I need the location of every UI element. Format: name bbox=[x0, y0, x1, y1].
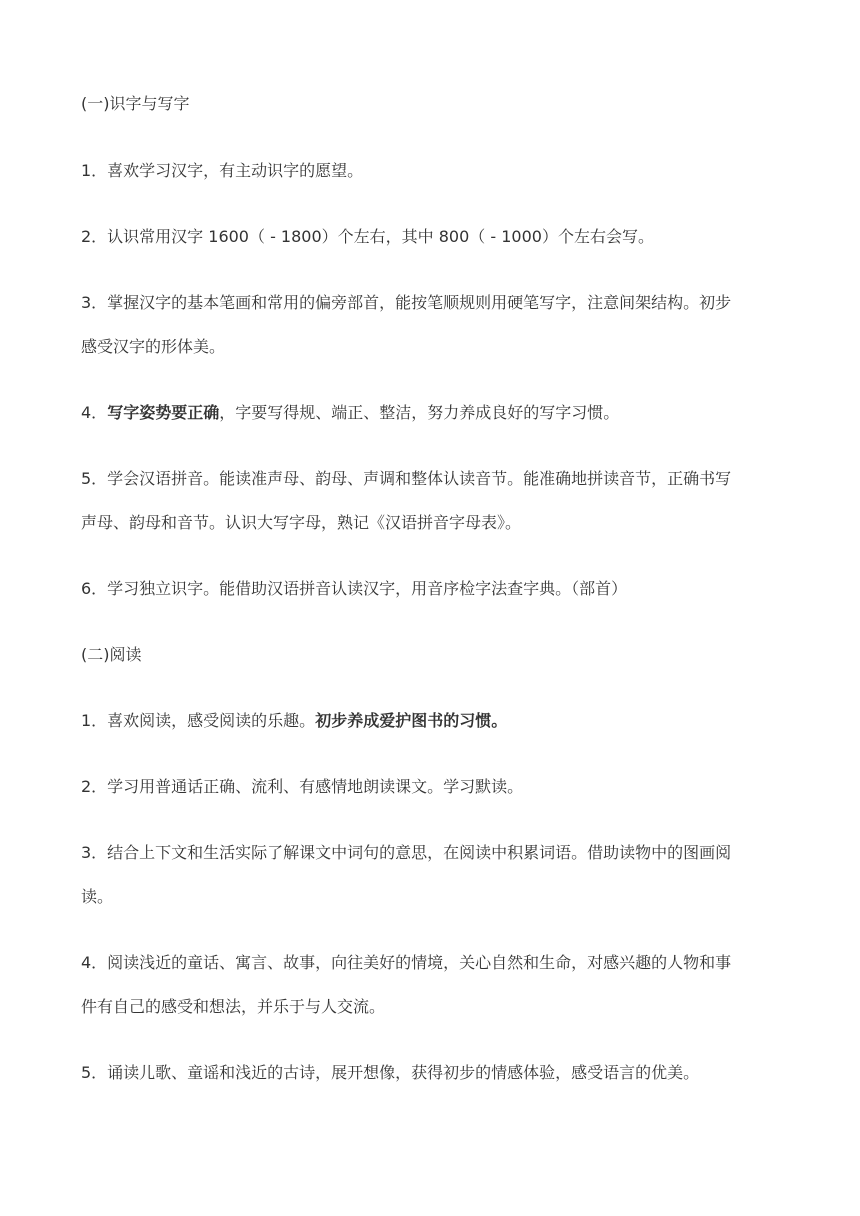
item-prefix: 1．喜欢阅读，感受阅读的乐趣。 bbox=[81, 711, 316, 730]
list-item: 5．诵读儿歌、童谣和浅近的古诗，展开想像，获得初步的情感体验，感受语言的优美。 bbox=[81, 1063, 700, 1082]
list-item bbox=[81, 403, 781, 423]
list-item: 2．学习用普通话正确、流利、有感情地朗读课文。学习默读。 bbox=[81, 777, 524, 796]
section-heading-literacy: (一)识字与写字 bbox=[81, 94, 190, 113]
list-item-line: 感受汉字的形体美。 bbox=[81, 337, 226, 356]
list-item-line: 5．学会汉语拼音。能读准声母、韵母、声调和整体认读音节。能准确地拼读音节，正确书写 bbox=[81, 469, 732, 488]
item-rest: ，字要写得规、端正、整洁，努力养成良好的写字习惯。 bbox=[219, 403, 620, 422]
item-prefix: 4． bbox=[81, 403, 108, 422]
list-item bbox=[81, 711, 781, 731]
list-item: 6．学习独立识字。能借助汉语拼音认读汉字，用音序检字法查字典。（部首） bbox=[81, 579, 628, 598]
list-item-line: 读。 bbox=[81, 887, 114, 906]
list-item: 1．喜欢学习汉字，有主动识字的愿望。 bbox=[81, 161, 364, 180]
list-item-line: 3．掌握汉字的基本笔画和常用的偏旁部首，能按笔顺规则用硬笔写字，注意间架结构。初步 bbox=[81, 293, 732, 312]
list-item-line: 3．结合上下文和生活实际了解课文中词句的意思，在阅读中积累词语。借助读物中的图画阅 bbox=[81, 843, 732, 862]
bold-emphasis: 写字姿势要正确 bbox=[107, 403, 220, 422]
section-heading-reading: (二)阅读 bbox=[81, 645, 142, 664]
list-item-line: 声母、韵母和音节。认识大写字母，熟记《汉语拼音字母表》。 bbox=[81, 513, 522, 532]
list-item-line: 件有自己的感受和想法，并乐于与人交流。 bbox=[81, 997, 386, 1016]
bold-emphasis: 初步养成爱护图书的习惯。 bbox=[315, 711, 508, 730]
list-item-line: 4．阅读浅近的童话、寓言、故事，向往美好的情境，关心自然和生命，对感兴趣的人物和事 bbox=[81, 953, 732, 972]
list-item: 2．认识常用汉字 1600（ - 1800）个左右，其中 800（ - 1000）个左右会写。 bbox=[81, 227, 654, 246]
